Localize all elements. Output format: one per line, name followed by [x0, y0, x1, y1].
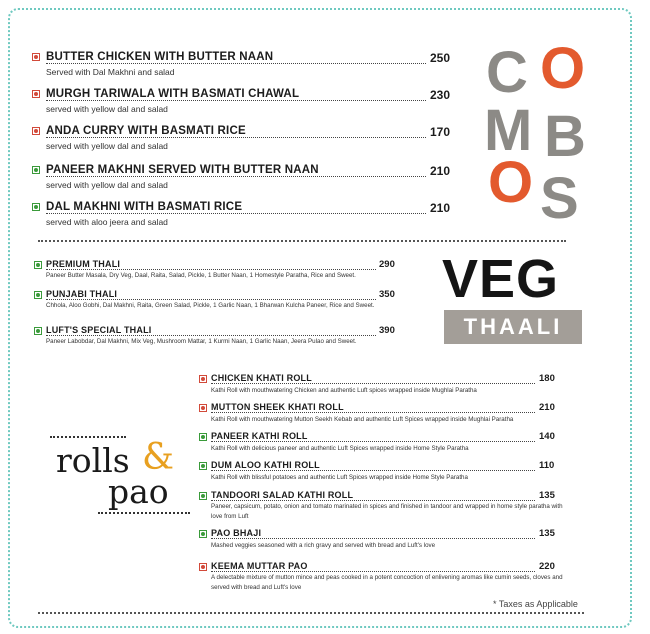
dotted-leader [211, 470, 535, 471]
combos-title [484, 36, 596, 231]
combo-item-price: 210 [430, 164, 451, 178]
roll-item-name: KEEMA MUTTAR PAO [211, 561, 308, 571]
dotted-leader [46, 269, 376, 270]
combo-item-desc: Served with Dal Makhni and salad [46, 67, 175, 77]
title-dots [50, 436, 126, 438]
roll-item-name: PAO BHAJI [211, 528, 262, 538]
veg-icon [199, 492, 207, 500]
combos-letter-o: O [540, 36, 586, 101]
non-veg-icon [199, 404, 207, 412]
dotted-leader [211, 383, 535, 384]
non-veg-icon [199, 375, 207, 383]
roll-item-desc: Kathi Roll with mouthwatering Mutton Seekh Kebab and authentic Luft Spices wrapped inside Mughlai Paratha [211, 416, 514, 423]
roll-item-name: TANDOORI SALAD KATHI ROLL [211, 490, 354, 500]
non-veg-icon [199, 563, 207, 571]
combo-item-desc: served with yellow dal and salad [46, 104, 168, 114]
veg-icon [199, 433, 207, 441]
thali-item-price: 390 [379, 325, 395, 336]
veg-icon [34, 261, 42, 269]
combo-item-price: 250 [430, 51, 451, 65]
combo-item-name: MURGH TARIWALA WITH BASMATI CHAWAL [46, 88, 300, 100]
roll-item-desc: Kathi Roll with mouthwatering Chicken and authentic Luft spices wrapped inside Mughlai Paratha [211, 387, 477, 394]
tax-note: * Taxes as Applicable [493, 599, 578, 609]
roll-item-name: PANEER KATHI ROLL [211, 431, 308, 441]
roll-item-desc: Paneer, capsicum, potato, onion and tomato marinated in spices and finished in tandoor and wrapped in home style paratha with love from Luft [211, 503, 563, 520]
thali-item-name: PUNJABI THALI [46, 289, 118, 299]
dotted-leader [46, 63, 426, 64]
thali-item-desc: Chhola, Aloo Gobhi, Dal Makhni, Raita, Green Salad, Pickle, 1 Garlic Naan, 1 Bharwan Kulcha Paneer, Rice and Sweet. [46, 302, 375, 309]
roll-item-name: MUTTON SHEEK KHATI ROLL [211, 402, 344, 412]
roll-item-price: 135 [539, 528, 555, 539]
roll-item-price: 135 [539, 490, 555, 501]
roll-item-desc: Mashed veggies seasoned with a rich gravy and served with bread and Luft's love [211, 542, 436, 549]
thali-item-price: 350 [379, 289, 395, 300]
combo-item-name: DAL MAKHNI WITH BASMATI RICE [46, 201, 243, 213]
combos-letter-c: C [486, 40, 528, 105]
veg-title: VEG [442, 249, 560, 309]
dotted-leader [46, 100, 426, 101]
veg-icon [199, 462, 207, 470]
roll-item-name: DUM ALOO KATHI ROLL [211, 460, 320, 470]
dotted-leader [46, 137, 426, 138]
veg-icon [32, 166, 40, 174]
ampersand: & [142, 437, 175, 478]
thaali-subtitle: THAALI [444, 310, 582, 344]
combo-item-name: ANDA CURRY WITH BASMATI RICE [46, 125, 246, 137]
roll-item-price: 180 [539, 373, 555, 384]
veg-icon [32, 203, 40, 211]
combos-letter-b: B [544, 104, 586, 169]
roll-item-name: CHICKEN KHATI ROLL [211, 373, 312, 383]
dotted-leader [211, 571, 535, 572]
roll-item-price: 210 [539, 402, 555, 413]
dotted-leader [211, 500, 535, 501]
combos-letter-o2: O [488, 150, 534, 215]
roll-item-desc: Kathi Roll with delicious paneer and authentic Luft Spices wrapped inside Home Style Paratha [211, 445, 469, 452]
dotted-leader [211, 441, 535, 442]
thali-item-name: LUFT'S SPECIAL THALI [46, 325, 152, 335]
roll-item-price: 110 [539, 460, 555, 471]
dotted-leader [46, 335, 376, 336]
non-veg-icon [32, 53, 40, 61]
dotted-leader [211, 412, 535, 413]
combo-item-name: PANEER MAKHNI SERVED WITH BUTTER NAAN [46, 164, 319, 176]
veg-icon [34, 291, 42, 299]
non-veg-icon [32, 127, 40, 135]
combo-item-desc: served with yellow dal and salad [46, 180, 168, 190]
combo-item-price: 170 [430, 125, 451, 139]
combo-item-name: BUTTER CHICKEN WITH BUTTER NAAN [46, 51, 274, 63]
thali-item-desc: Paneer Butter Masala, Dry Veg, Daal, Raita, Salad, Pickle, 1 Butter Naan, 1 Homestyle Paratha, Rice and Sweet. [46, 272, 356, 279]
combo-item-desc: served with aloo jeera and salad [46, 217, 168, 227]
thali-item-price: 290 [379, 259, 395, 270]
combo-item-price: 230 [430, 88, 451, 102]
thali-item-desc: Paneer Labobdar, Dal Makhni, Mix Veg, Mushroom Mattar, 1 Kurmi Naan, 1 Garlic Naan, Jeera Pulao and Sweet. [46, 338, 357, 345]
bottom-divider [38, 612, 584, 614]
roll-item-price: 220 [539, 561, 555, 572]
roll-item-price: 140 [539, 431, 555, 442]
dotted-leader [46, 176, 426, 177]
combo-item-price: 210 [430, 201, 451, 215]
rolls-word: rolls [56, 441, 130, 480]
veg-icon [199, 530, 207, 538]
title-dots [98, 512, 190, 514]
roll-item-desc: Kathi Roll with blissful potatoes and authentic Luft Spices wrapped inside Home Style Paratha [211, 474, 468, 481]
combos-letter-s: S [540, 166, 579, 231]
non-veg-icon [32, 90, 40, 98]
rolls-and-pao-title [50, 436, 190, 520]
dotted-leader [46, 213, 426, 214]
dotted-leader [211, 538, 535, 539]
dotted-leader [46, 299, 376, 300]
combo-item-desc: served with yellow dal and salad [46, 141, 168, 151]
thali-item-name: PREMIUM THALI [46, 259, 121, 269]
roll-item-desc: A delectable mixture of mutton mince and peas cooked in a potent concoction of enlivening aromas like cumin seeds, cloves and served with bread and Luft's love [211, 574, 563, 591]
pao-word: pao [108, 472, 169, 511]
combos-letter-m: M [484, 98, 533, 163]
veg-icon [34, 327, 42, 335]
section-divider [38, 240, 566, 242]
